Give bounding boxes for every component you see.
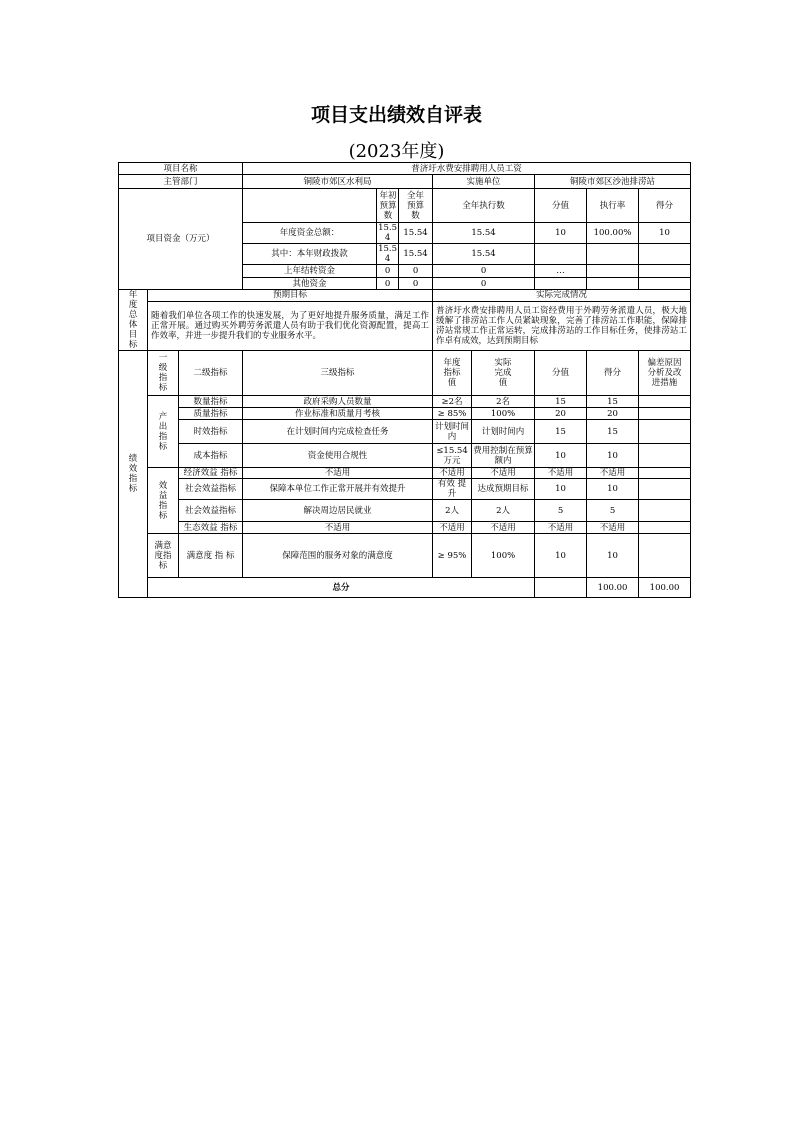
- dept-value: 铜陵市郊区水利局: [243, 175, 433, 189]
- total-label: 总分: [148, 578, 535, 598]
- indicator-score: 15: [535, 420, 587, 444]
- total-get: 100.00: [639, 578, 691, 598]
- indicator-actual: 100%: [472, 534, 535, 578]
- funds-label: 项目资金（万元）: [119, 189, 243, 290]
- indicator-score: 10: [535, 479, 587, 500]
- funds-row-rate: [587, 244, 639, 265]
- funds-row-name: 年度资金总额：: [243, 223, 377, 244]
- total-score: 100.00: [587, 578, 639, 598]
- indicator-reason: [639, 500, 691, 522]
- funds-header-exec: 全年执行数: [433, 189, 535, 223]
- page-subtitle: (2023年度): [348, 141, 445, 162]
- funds-row-score: [535, 278, 587, 290]
- header-target: 年度指标值: [433, 351, 472, 396]
- output-indicator-label: 产出指标: [148, 396, 179, 468]
- indicator-level2: 成本指标: [179, 444, 243, 468]
- funds-row-budget: 0: [377, 265, 399, 278]
- indicator-level3: 作业标准和质量月考核: [243, 408, 433, 420]
- indicator-reason: [639, 444, 691, 468]
- indicator-score: 15: [535, 396, 587, 408]
- indicator-level3: 不适用: [243, 468, 433, 479]
- total-blank: [535, 578, 587, 598]
- actual-goal-label: 实际完成情况: [433, 290, 691, 302]
- funds-header-rate: 执行率: [587, 189, 639, 223]
- funds-row-name: 其中：本年财政拨款: [243, 244, 377, 265]
- indicator-target: ≤15.54万元: [433, 444, 472, 468]
- indicator-level3: 在计划时间内完成检查任务: [243, 420, 433, 444]
- impl-label: 实施单位: [433, 175, 535, 189]
- indicator-reason: [639, 522, 691, 534]
- page-title: 项目支出绩效自评表: [310, 104, 482, 126]
- expected-goal-label: 预期目标: [148, 290, 433, 302]
- indicator-level2: 数量指标: [179, 396, 243, 408]
- indicator-target: 计划时间内: [433, 420, 472, 444]
- indicator-actual: 2人: [472, 500, 535, 522]
- indicator-actual: 不适用: [472, 468, 535, 479]
- header-level2: 二级指标: [179, 351, 243, 396]
- indicator-score: 10: [535, 534, 587, 578]
- indicator-reason: [639, 396, 691, 408]
- satisfaction-indicator-label: 满意度指标: [148, 534, 179, 578]
- indicator-level2: 经济效益 指标: [179, 468, 243, 479]
- expected-goal-text: 随着我们单位各项工作的快速发展，为了更好地提升服务质量，满足工作正常开展。通过购买外聘劳务派遣人员有助于我们优化资源配置，提高工作效率，并进一步提升我们的专业服务水平。: [148, 301, 433, 350]
- indicator-level2: 满意度 指 标: [179, 534, 243, 578]
- funds-row-score: …: [535, 265, 587, 278]
- funds-row-get: 10: [639, 223, 691, 244]
- indicator-reason: [639, 534, 691, 578]
- header-level3: 三级指标: [243, 351, 433, 396]
- indicator-level2: 时效指标: [179, 420, 243, 444]
- funds-row-get: [639, 244, 691, 265]
- indicator-actual: 达成预期目标: [472, 479, 535, 500]
- dept-label: 主管部门: [119, 175, 243, 189]
- indicator-level3: 不适用: [243, 522, 433, 534]
- funds-row-budget: 15.54: [378, 223, 397, 243]
- indicator-target: 2人: [433, 500, 472, 522]
- indicator-level2: 社会效益指标: [179, 500, 243, 522]
- funds-row-name: 其他资金: [243, 278, 377, 290]
- indicator-reason: [639, 479, 691, 500]
- funds-row-full: 0: [399, 278, 433, 290]
- indicator-target: ≥ 95%: [433, 534, 472, 578]
- funds-row-exec: 0: [433, 278, 535, 290]
- indicator-actual: 费用控制在预算额内: [473, 445, 533, 466]
- project-name: 普济圩水费安排聘用人员工资: [243, 163, 691, 175]
- funds-row-full: 0: [399, 265, 433, 278]
- funds-row-exec: 0: [433, 265, 535, 278]
- indicator-score: 10: [535, 444, 587, 468]
- funds-row-rate: [587, 278, 639, 290]
- header-level1: 一级指标: [148, 351, 179, 396]
- funds-row-full: 15.54: [399, 223, 433, 244]
- performance-table: [118, 162, 691, 598]
- indicator-level2: 生态效益 指标: [179, 522, 243, 534]
- header-reason: 偏差原因分析及改进措施: [639, 351, 691, 396]
- indicators-label: 绩效指标: [119, 351, 148, 598]
- indicator-target: 不适用: [433, 468, 472, 479]
- funds-header-get: 得分: [639, 189, 691, 223]
- indicator-get: 不适用: [587, 468, 639, 479]
- indicator-level3: 解决周边居民就业: [243, 500, 433, 522]
- funds-row-exec: 15.54: [433, 223, 535, 244]
- indicator-get: 20: [587, 408, 639, 420]
- funds-header-score: 分值: [535, 189, 587, 223]
- indicator-reason: [639, 420, 691, 444]
- funds-row-exec: 15.54: [433, 244, 535, 265]
- funds-row-get: [639, 265, 691, 278]
- actual-goal-text: 普济圩水费安排聘用人员工资经费用于外聘劳务派遣人员，极大地缓解了排涝站工作人员紧缺现象，完善了排涝站工作职能，保障排涝站常规工作正常运转，完成排涝站的工作目标任务，使排涝站工作卓有成效，达到预期目标: [433, 301, 691, 350]
- funds-row-score: [535, 244, 587, 265]
- funds-row-name: 上年结转资金: [243, 265, 377, 278]
- indicator-get: 15: [587, 396, 639, 408]
- funds-row-budget: 0: [377, 278, 399, 290]
- indicator-actual: 100%: [472, 408, 535, 420]
- funds-header-budget: 年初预算数: [377, 189, 399, 223]
- funds-header-full: 全年预算数: [399, 189, 433, 223]
- indicator-get: 不适用: [587, 522, 639, 534]
- indicator-score: 不适用: [535, 522, 587, 534]
- indicator-get: 10: [587, 534, 639, 578]
- indicator-get: 10: [587, 444, 639, 468]
- header-get: 得分: [587, 351, 639, 396]
- indicator-level2: 质量指标: [179, 408, 243, 420]
- funds-header-blank: [243, 189, 377, 223]
- indicator-level2: 社会效益指标: [179, 479, 243, 500]
- indicator-level3: 保障本单位工作正常开展并有效提升: [243, 479, 433, 500]
- indicator-actual: 计划时间内: [472, 420, 535, 444]
- annual-goal-label: 年度总体目标: [119, 290, 148, 351]
- indicator-target: 不适用: [433, 522, 472, 534]
- funds-row-score: 10: [535, 223, 587, 244]
- indicator-get: 10: [587, 479, 639, 500]
- indicator-get: 5: [587, 500, 639, 522]
- funds-row-budget: 15.54: [378, 244, 397, 264]
- indicator-score: 不适用: [535, 468, 587, 479]
- benefit-indicator-label: 效益指标: [148, 468, 179, 534]
- indicator-level3: 政府采购人员数量: [243, 396, 433, 408]
- project-name-label: 项目名称: [119, 163, 243, 175]
- indicator-get: 15: [587, 420, 639, 444]
- indicator-actual: 2名: [472, 396, 535, 408]
- funds-row-get: [639, 278, 691, 290]
- indicator-reason: [639, 408, 691, 420]
- impl-value: 铜陵市郊区沙池排涝站: [535, 175, 691, 189]
- indicator-score: 20: [535, 408, 587, 420]
- indicator-level3: 保障范围的服务对象的满意度: [243, 534, 433, 578]
- funds-row-rate: [587, 265, 639, 278]
- indicator-score: 5: [535, 500, 587, 522]
- funds-row-full: 15.54: [399, 244, 433, 265]
- indicator-actual: 不适用: [472, 522, 535, 534]
- indicator-reason: [639, 468, 691, 479]
- indicator-level3: 资金使用合规性: [243, 444, 433, 468]
- funds-row-rate: 100.00%: [587, 223, 639, 244]
- header-actual: 实际完成值: [472, 351, 535, 396]
- indicator-target: ≥ 85%: [433, 408, 472, 420]
- indicator-target: 有效 提升: [433, 479, 472, 500]
- indicator-target: ≥2名: [433, 396, 472, 408]
- header-score: 分值: [535, 351, 587, 396]
